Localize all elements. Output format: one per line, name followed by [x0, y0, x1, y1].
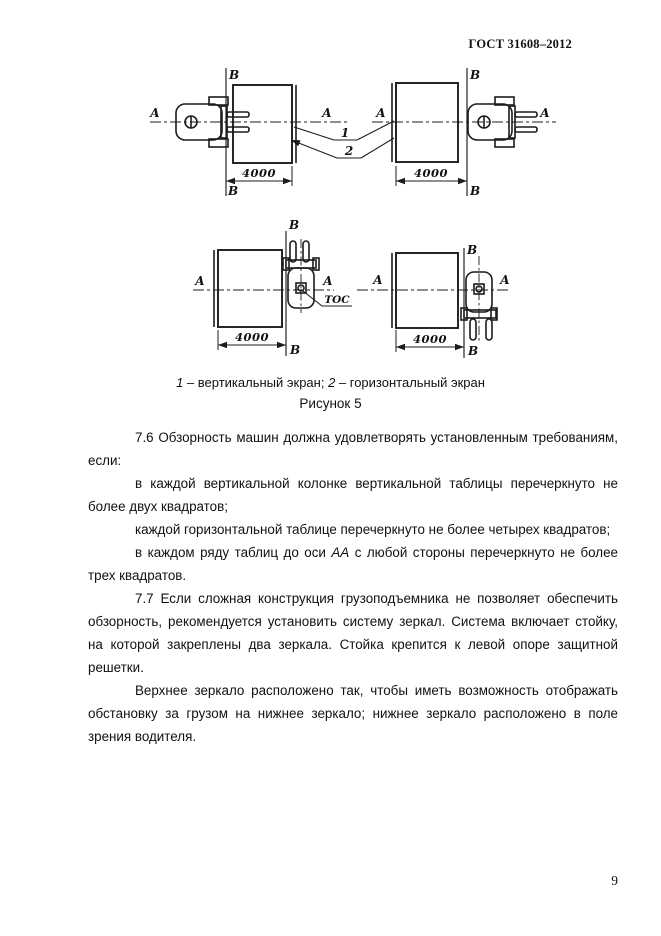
plane-b-label: В: [467, 243, 478, 257]
p4-text-before: в каждом ряду таблиц до оси: [135, 545, 332, 560]
list-item-rows-axis: [88, 541, 618, 587]
plane-b-label: В: [290, 343, 301, 357]
p4-text-after: с любой стороны перечеркнуто не более трех квадратов.: [88, 545, 618, 583]
axis-a-label: А: [540, 106, 550, 120]
axis-a-label: А: [323, 274, 333, 288]
ref-1-label: 1: [340, 126, 350, 140]
leader-line-2: [291, 140, 337, 158]
dimension-4000: 4000: [412, 332, 448, 346]
fork: [227, 112, 249, 117]
axis-a-label: А: [376, 106, 386, 120]
legend-ref-2: 2: [328, 375, 336, 390]
figure-caption-legend: [0, 375, 661, 390]
figure-5-drawing: [0, 0, 661, 420]
fork: [515, 127, 537, 132]
plane-b-label: В: [470, 184, 481, 198]
forklift-top-view-down: [461, 256, 497, 341]
dimension-4000: 4000: [234, 330, 270, 344]
forklift-top-view-up: [283, 239, 319, 313]
fork: [515, 112, 537, 117]
ref-2-label: 2: [344, 144, 354, 158]
page-header: ГОСТ 31608–2012: [468, 37, 572, 51]
view-front-screen: [149, 68, 348, 198]
axis-a-label: А: [150, 106, 160, 120]
reference-leaders: [291, 121, 394, 158]
legend-ref-1: 1: [176, 375, 184, 390]
screen-panel: [218, 250, 282, 327]
fork: [303, 241, 309, 262]
axis-a-label: А: [322, 106, 332, 120]
axis-a-label: А: [195, 274, 205, 288]
p4-axis-aa: АА: [331, 545, 350, 560]
figure-title: Рисунок 5: [299, 396, 362, 411]
plane-b-label: В: [289, 218, 300, 232]
page-number: 9: [611, 873, 618, 888]
fork: [227, 127, 249, 132]
plane-b-label: В: [468, 344, 479, 358]
dimension-4000: 4000: [241, 166, 277, 180]
legend-text-1: – вертикальный экран;: [183, 375, 329, 390]
paragraph-7-6: 7.6 Обзорность машин должна удовлетворять установленным требованиям, если:: [88, 430, 618, 468]
list-item-vertical-columns: в каждой вертикальной колонке вертикальной таблицы перечеркнуто не более двух квадратов;: [88, 476, 618, 514]
fork: [486, 319, 492, 340]
view-right-screen: [357, 243, 510, 358]
list-item-horizontal-table: каждой горизонтальной таблице перечеркнуто не более четырех квадратов;: [135, 522, 611, 537]
leader-line-1: [294, 127, 334, 140]
axis-a-label: А: [373, 273, 383, 287]
leader-line-1: [357, 121, 394, 140]
leader-line-2: [361, 138, 394, 158]
dimension-4000: 4000: [413, 166, 449, 180]
document-body: [88, 426, 618, 748]
plane-b-label: В: [470, 68, 481, 82]
view-left-screen: [193, 218, 352, 357]
axis-a-label: А: [500, 273, 510, 287]
paragraph-mirrors: Верхнее зеркало расположено так, чтобы иметь возможность отображать обстановку за грузом на нижнее зеркало; нижнее зеркало расположено в поле зрения водителя.: [88, 683, 618, 744]
view-rear-screen: [372, 68, 556, 198]
legend-text-2: – горизонтальный экран: [335, 375, 485, 390]
screen-panel: [233, 85, 292, 163]
paragraph-7-7: 7.7 Если сложная конструкция грузоподъемника не позволяет обеспечить обзорность, рекомендуется установить систему зеркал. Система включает стойку, на которой закреплены два зеркала. Стойка крепится к левой опоре защитной решетки.: [88, 591, 618, 675]
toc-label: ТОС: [324, 294, 350, 306]
plane-b-label: В: [228, 184, 239, 198]
plane-b-label: В: [229, 68, 240, 82]
fork: [290, 241, 296, 262]
fork: [470, 319, 476, 340]
